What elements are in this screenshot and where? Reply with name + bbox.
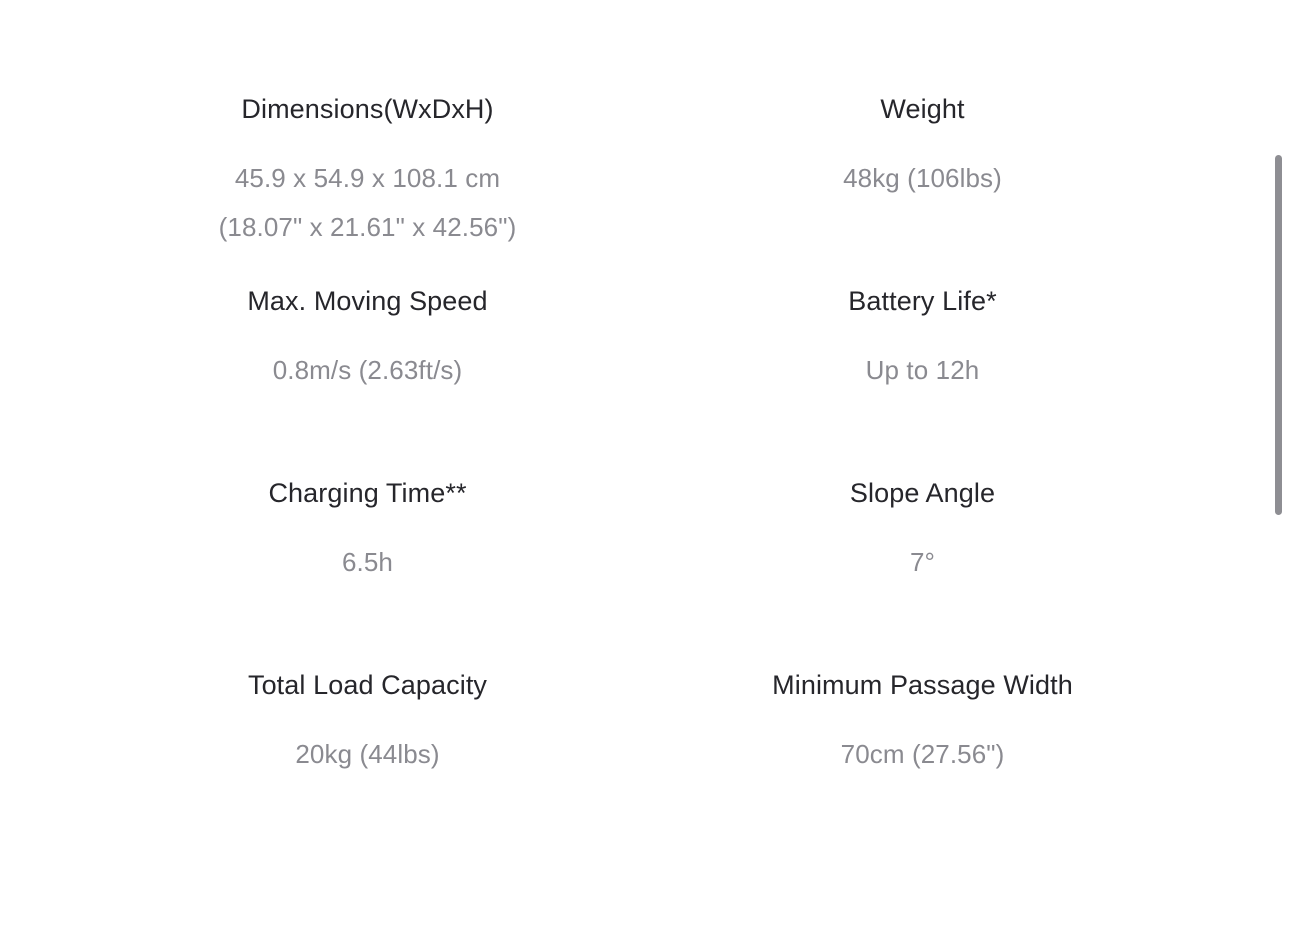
spec-item-battery-life [645,262,1200,454]
spec-label: Total Load Capacity [247,670,488,700]
spec-value [219,154,517,252]
spec-item-weight [645,70,1200,262]
spec-value [841,730,1005,779]
scrollbar[interactable] [1274,0,1282,934]
spec-label: Max. Moving Speed [247,286,488,316]
spec-value [273,346,463,395]
spec-item-max-moving-speed [90,262,645,454]
spec-label: Minimum Passage Width [772,670,1073,700]
spec-value [866,346,980,395]
spec-item-slope-angle [645,454,1200,646]
spec-value-line: 7° [909,547,936,577]
spec-grid [90,70,1200,838]
spec-item-charging-time [90,454,645,646]
spec-label: Slope Angle [849,478,996,508]
spec-item-minimum-passage-width [645,646,1200,838]
spec-value-line: 45.9 x 54.9 x 108.1 cm [234,163,501,193]
spec-label: Weight [880,94,965,124]
spec-value-line: (18.07" x 21.61" x 42.56") [218,212,517,242]
spec-value [342,538,393,587]
spec-value-line: 6.5h [341,547,393,577]
spec-value-line: 20kg (44lbs) [295,739,440,769]
spec-value-line: Up to 12h [865,355,980,385]
spec-value-line: 0.8m/s (2.63ft/s) [272,355,463,385]
spec-label: Battery Life* [848,286,997,316]
spec-label: Dimensions(WxDxH) [241,94,494,124]
spec-item-total-load-capacity [90,646,645,838]
spec-value-line: 70cm (27.56") [840,739,1005,769]
spec-value-line: 48kg (106lbs) [843,163,1002,193]
spec-item-dimensions [90,70,645,262]
spec-value [910,538,935,587]
spec-label: Charging Time** [268,478,467,508]
scrollbar-thumb[interactable] [1275,155,1282,515]
spec-value [843,154,1002,203]
spec-value [295,730,439,779]
